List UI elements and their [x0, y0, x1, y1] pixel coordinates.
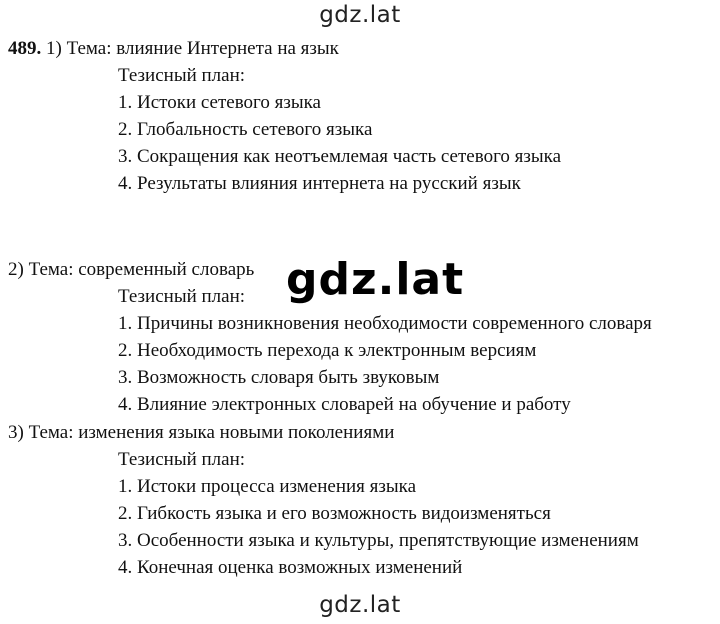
topic-2-title: 2) Тема: современный словарь — [8, 259, 255, 280]
topic-1-item-2: 2. Глобальность сетевого языка — [118, 119, 373, 140]
watermark-top: gdz.lat — [319, 2, 401, 28]
topic-3-item-4: 4. Конечная оценка возможных изменений — [118, 557, 463, 578]
topic-1-item-3: 3. Сокращения как неотъемлемая часть сетевого языка — [118, 146, 562, 167]
topic-2-item-2: 2. Необходимость перехода к электронным версиям — [118, 340, 537, 361]
topic-1-title-line — [8, 37, 339, 61]
topic-2-item-1: 1. Причины возникновения необходимости современного словаря — [118, 313, 652, 334]
topic-1-item-4: 4. Результаты влияния интернета на русский язык — [118, 173, 521, 194]
topic-3-title: 3) Тема: изменения языка новыми поколениями — [8, 422, 395, 443]
topic-3-item-1: 1. Истоки процесса изменения языка — [118, 476, 417, 497]
topic-2-plan-label: Тезисный план: — [118, 286, 246, 307]
watermark-bottom: gdz.lat — [319, 592, 401, 618]
topic-2-item-4: 4. Влияние электронных словарей на обучение и работу — [118, 394, 571, 415]
exercise-number: 489. — [8, 38, 42, 59]
topic-3-item-2: 2. Гибкость языка и его возможность видоизменяться — [118, 503, 551, 524]
topic-2-item-3: 3. Возможность словаря быть звуковым — [118, 367, 440, 388]
topic-1-item-1: 1. Истоки сетевого языка — [118, 92, 321, 113]
topic-3-plan-label: Тезисный план: — [118, 449, 246, 470]
topic-1-plan-label: Тезисный план: — [118, 65, 246, 86]
topic-3-item-3: 3. Особенности языка и культуры, препятствующие изменениям — [118, 530, 639, 551]
topic-1-title: 1) Тема: влияние Интернета на язык — [46, 38, 339, 59]
watermark-center: gdz.lat — [286, 254, 465, 305]
